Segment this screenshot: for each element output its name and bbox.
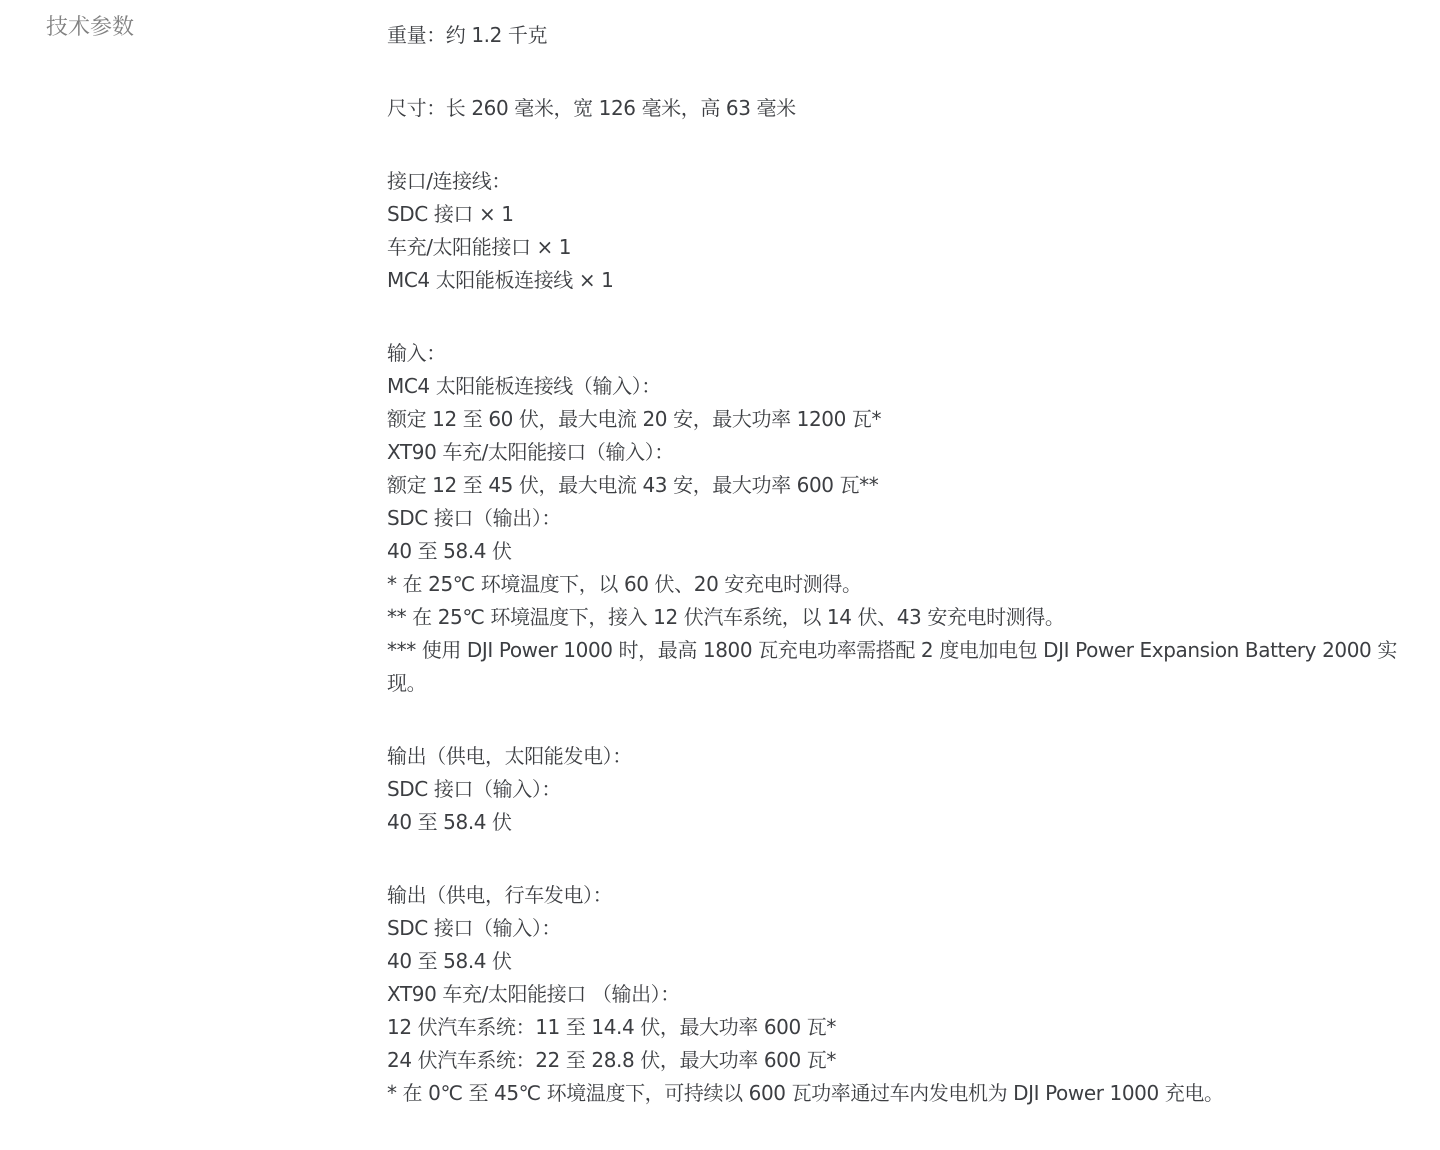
- spec-list: [387, 19, 1427, 1150]
- spec-line: 12 伏汽车系统：11 至 14.4 伏，最大功率 600 瓦*: [387, 1015, 836, 1039]
- spec-line: 重量：约 1.2 千克: [387, 23, 548, 47]
- spec-line: XT90 车充/太阳能接口 （输出）：: [387, 982, 680, 1006]
- spec-line: MC4 太阳能板连接线（输入）：: [387, 374, 661, 398]
- spec-line: 输入：: [387, 341, 446, 365]
- spec-line: 输出（供电，行车发电）：: [387, 883, 613, 907]
- spec-line: SDC 接口 × 1: [387, 202, 514, 226]
- spec-line: 接口/连接线：: [387, 169, 511, 193]
- spec-line: 输出（供电，太阳能发电）：: [387, 744, 632, 768]
- spec-line: 车充/太阳能接口 × 1: [387, 235, 572, 259]
- spec-line: 40 至 58.4 伏: [387, 949, 512, 973]
- spec-line: *** 使用 DJI Power 1000 时，最高 1800 瓦充电功率需搭配 2 度电加电包 DJI Power Expansion Battery 2000 实现。: [387, 638, 1397, 695]
- spec-line: * 在 0℃ 至 45℃ 环境温度下，可持续以 600 瓦功率通过车内发电机为 DJI Power 1000 充电。: [387, 1081, 1224, 1105]
- spec-group: [387, 740, 1427, 839]
- spec-line: XT90 车充/太阳能接口（输入）：: [387, 440, 674, 464]
- spec-group: [387, 879, 1427, 1110]
- spec-group: [387, 165, 1427, 297]
- spec-line: 额定 12 至 60 伏，最大电流 20 安，最大功率 1200 瓦*: [387, 407, 882, 431]
- spec-line: MC4 太阳能板连接线 × 1: [387, 268, 614, 292]
- spec-line: 40 至 58.4 伏: [387, 810, 512, 834]
- spec-line: ** 在 25℃ 环境温度下，接入 12 伏汽车系统，以 14 伏、43 安充电时测得。: [387, 605, 1065, 629]
- spec-line: 尺寸：长 260 毫米，宽 126 毫米，高 63 毫米: [387, 96, 796, 120]
- spec-line: SDC 接口（输入）：: [387, 916, 562, 940]
- spec-line: 24 伏汽车系统：22 至 28.8 伏，最大功率 600 瓦*: [387, 1048, 836, 1072]
- spec-line: 40 至 58.4 伏: [387, 539, 512, 563]
- spec-line: SDC 接口（输入）：: [387, 777, 562, 801]
- spec-group: [387, 19, 1427, 52]
- spec-line: * 在 25℃ 环境温度下，以 60 伏、20 安充电时测得。: [387, 572, 862, 596]
- section-title: 技术参数: [46, 15, 135, 40]
- spec-group: [387, 92, 1427, 125]
- spec-line: 额定 12 至 45 伏，最大电流 43 安，最大功率 600 瓦**: [387, 473, 879, 497]
- spec-line: SDC 接口（输出）：: [387, 506, 562, 530]
- spec-group: [387, 337, 1427, 700]
